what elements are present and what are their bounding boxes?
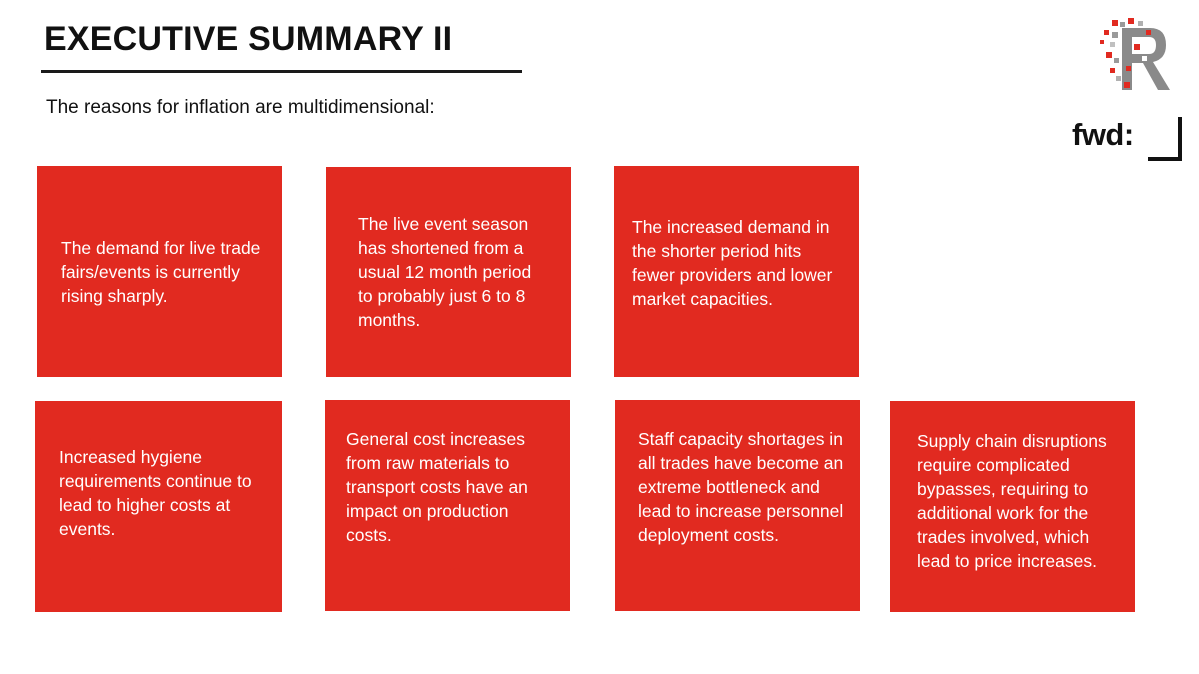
reason-card-6: [615, 400, 860, 611]
reason-card-7: [890, 401, 1135, 612]
reason-card-1-text: The demand for live trade fairs/events is currently rising sharply.: [61, 237, 261, 306]
fwd-logo-bracket-vertical: [1178, 117, 1182, 161]
fwd-logo-text: fwd:: [1072, 117, 1134, 152]
reason-card-4-text: Increased hygiene requirements continue to lead to higher costs at events.: [59, 447, 252, 539]
title-underline: [41, 70, 522, 73]
fwd-logo-bracket-horizontal: [1148, 157, 1182, 161]
brand-r-logo-icon: [1098, 18, 1174, 92]
reason-card-1: [37, 166, 282, 377]
reason-card-3: [614, 166, 859, 377]
fwd-logo: [1068, 115, 1184, 163]
reason-card-5: [325, 400, 570, 611]
reason-card-3-text: The increased demand in the shorter period hits fewer providers and lower market capacities.: [632, 217, 833, 309]
reason-card-6-text: Staff capacity shortages in all trades have become an extreme bottleneck and lead to increase personnel deployment costs.: [638, 429, 844, 545]
subtitle: The reasons for inflation are multidimensional:: [46, 97, 435, 118]
reason-card-5-text: General cost increases from raw materials to transport costs have an impact on production costs.: [346, 429, 528, 545]
page-title: EXECUTIVE SUMMARY II: [44, 20, 453, 58]
reason-card-4: [35, 401, 282, 612]
reason-card-7-text: Supply chain disruptions require complicated bypasses, requiring to additional work for the trades involved, which lead to price increases.: [917, 431, 1107, 571]
reason-card-2: [326, 167, 571, 377]
reason-card-2-text: The live event season has shortened from a usual 12 month period to probably just 6 to 8 months.: [358, 214, 532, 330]
